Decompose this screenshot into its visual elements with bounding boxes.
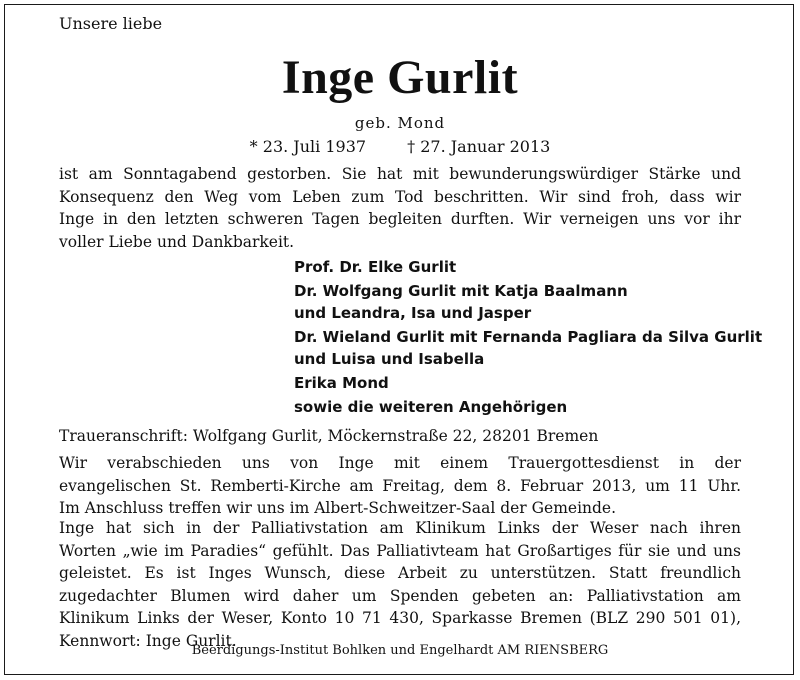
paragraph-line: Inge hat sich in der Palliativstation am Klinikum Links der Weser nach ihren (59, 519, 741, 537)
paragraph-line: Worten „wie im Paradies“ gefühlt. Das Palliativteam hat Großartiges für sie und uns (59, 541, 741, 560)
family-member: und Leandra, Isa und Jasper (294, 304, 532, 322)
funeral-home-footer: Beerdigungs-Institut Bohlken und Engelhardt AM RIENSBERG (191, 643, 609, 658)
family-member: sowie die weiteren Angehörigen (294, 398, 568, 416)
deceased-name: Inge Gurlit (281, 51, 519, 104)
intro-text: Unsere liebe (59, 14, 163, 33)
address-line: Traueranschrift: Wolfgang Gurlit, Möckernstraße 22, 28201 Bremen (59, 427, 599, 445)
mourning-address (59, 425, 741, 448)
paragraph-line: Konsequenz den Weg vom Leben zum Tod beschritten. Wir sind froh, dass wir (59, 187, 741, 206)
paragraph-line: Inge in den letzten schweren Tagen begleiten durften. Wir verneigen uns vor ihr (59, 210, 741, 228)
maiden-name: geb. Mond (354, 114, 446, 132)
family-entry (294, 396, 762, 418)
family-member: Prof. Dr. Elke Gurlit (294, 258, 457, 276)
announcement-paragraph (59, 163, 741, 253)
paragraph-line: evangelischen St. Remberti-Kirche am Freitag, dem 8. Februar 2013, um 11 Uhr. (59, 476, 741, 495)
paragraph-line: Wir verabschieden uns von Inge mit einem Trauergottesdienst in der (59, 454, 741, 472)
service-paragraph (59, 452, 741, 520)
paragraph-line: voller Liebe und Dankbarkeit. (59, 232, 295, 251)
paragraph-line: geleistet. Es ist Inges Wunsch, diese Arbeit zu unterstützen. Statt freundlich (59, 564, 741, 582)
family-member: und Luisa und Isabella (294, 350, 485, 368)
death-date: † 27. Januar 2013 (407, 137, 551, 156)
family-entry (294, 256, 762, 278)
birth-date: * 23. Juli 1937 (249, 137, 367, 156)
donation-paragraph (59, 517, 741, 652)
family-entry (294, 372, 762, 394)
family-entry (294, 280, 762, 324)
life-dates (0, 137, 800, 156)
paragraph-line: Kennwort: Inge Gurlit. (59, 631, 237, 650)
family-list (294, 256, 762, 420)
paragraph-line: zugedachter Blumen wird daher um Spenden gebeten an: Palliativstation am (59, 586, 741, 605)
paragraph-line: ist am Sonntagabend gestorben. Sie hat mit bewunderungswürdiger Stärke und (59, 165, 741, 183)
family-member: Erika Mond (294, 374, 389, 392)
paragraph-line: Im Anschluss treffen wir uns im Albert-Schweitzer-Saal der Gemeinde. (59, 499, 617, 517)
family-member: Dr. Wieland Gurlit mit Fernanda Pagliara da Silva Gurlit (294, 328, 763, 346)
paragraph-line: Klinikum Links der Weser, Konto 10 71 430, Sparkasse Bremen (BLZ 290 501 01), (59, 609, 741, 627)
family-member: Dr. Wolfgang Gurlit mit Katja Baalmann (294, 282, 628, 300)
family-entry (294, 326, 762, 370)
